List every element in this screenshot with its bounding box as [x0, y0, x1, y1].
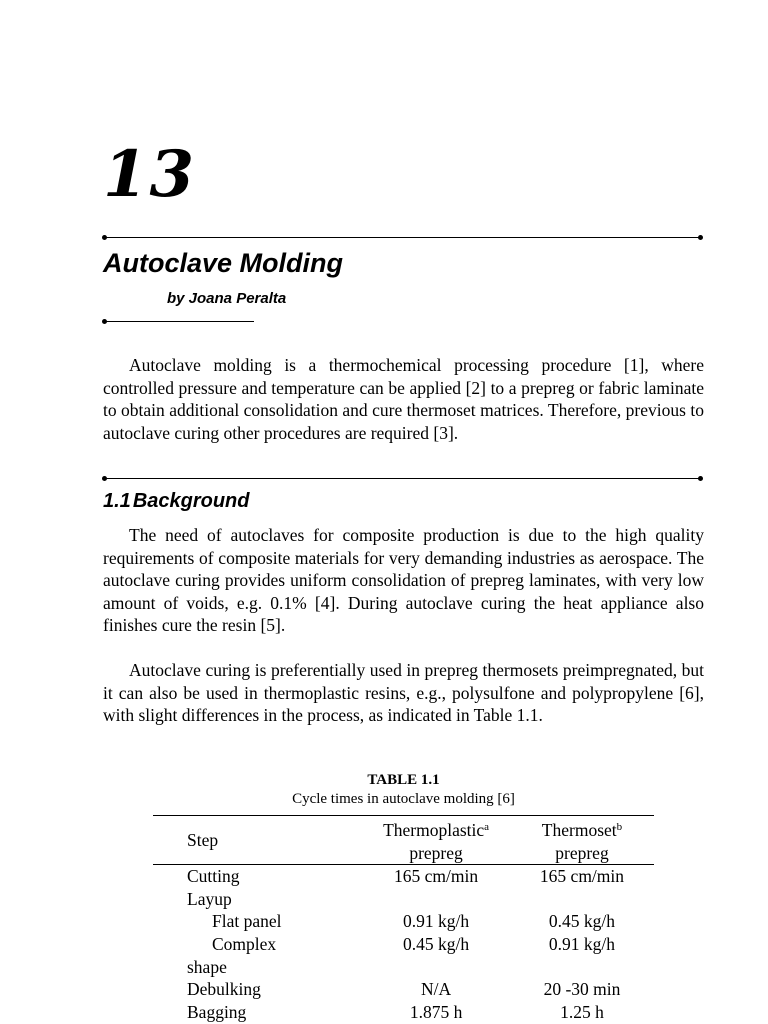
table-row [153, 956, 654, 979]
header-thermoset-label: Thermoset [541, 820, 617, 840]
chapter-number: 13 [103, 137, 197, 212]
table-row [153, 910, 654, 933]
table-row [153, 865, 654, 888]
row-thermoplastic: 0.91 kg/h [403, 911, 470, 932]
row-step: Bagging [187, 1001, 247, 1022]
header-step: Step [187, 829, 219, 850]
row-thermoplastic: 0.45 kg/h [403, 933, 470, 954]
row-thermoset: 1.25 h [560, 1001, 604, 1022]
table-caption: Cycle times in autoclave molding [6] [292, 791, 515, 807]
section-number: 1.1 [103, 490, 131, 512]
row-thermoset [510, 956, 654, 979]
table-row [153, 978, 654, 1001]
rule-dot-right [698, 476, 703, 481]
row-thermoplastic: 165 cm/min [394, 866, 479, 887]
body-paragraph: Autoclave curing is preferentially used in prepreg thermosets preimpregnated, but it can also be used in thermoplastic resins, e.g., polysulfone and polypropylene [6], with slight differences in the process, as indicated in Table 1.1. [103, 660, 704, 726]
section-heading [103, 488, 250, 514]
header-thermoplastic [362, 816, 510, 865]
chapter-author: by Joana Peralta [167, 290, 287, 307]
row-thermoplastic [362, 956, 510, 979]
row-step: Layup [187, 888, 232, 909]
header-thermoset-sub: prepreg [555, 842, 609, 863]
table-row [153, 1001, 654, 1024]
table-row [153, 888, 654, 911]
body-paragraph: The need of autoclaves for composite production is due to the high quality requirements of composite materials for very demanding industries as aerospace. The autoclave curing provides uniform consolidation of prepreg laminates, with very low amount of voids, e.g. 0.1% [4]. During autoclave curing the heat appliance also finishes cure the resin [5]. [103, 525, 704, 636]
row-thermoset: 165 cm/min [539, 866, 625, 887]
section-rule [104, 478, 701, 479]
cycle-times-table [153, 815, 654, 1023]
table-label: TABLE 1.1 [367, 772, 440, 788]
row-step: Complex [212, 933, 277, 954]
section-title: Background [132, 490, 250, 512]
table-row [153, 933, 654, 956]
header-thermoplastic-note: a [484, 821, 490, 833]
intro-paragraph: Autoclave molding is a thermochemical processing procedure [1], where controlled pressure and temperature can be applied [2] to a prepreg or fabric laminate to obtain additional consolidation and cure thermoset matrices. Therefore, previous to autoclave curing other procedures are required [3]. [103, 355, 704, 443]
header-thermoset [510, 816, 654, 865]
chapter-title-rule [104, 237, 701, 238]
row-thermoset [510, 888, 654, 911]
row-step: Flat panel [212, 911, 282, 932]
row-thermoset: 20 -30 min [543, 979, 621, 1000]
row-thermoplastic [362, 888, 510, 911]
rule-dot-left [102, 476, 107, 481]
row-step: Cutting [187, 866, 240, 887]
row-step: Debulking [187, 979, 261, 1000]
rule-dot-left [102, 235, 107, 240]
header-thermoplastic-label: Thermoplastic [383, 820, 485, 840]
author-rule [104, 321, 254, 322]
rule-dot-left [102, 319, 107, 324]
header-thermoset-note: b [616, 821, 623, 833]
row-thermoset: 0.45 kg/h [548, 911, 616, 932]
header-thermoplastic-sub: prepreg [409, 842, 463, 863]
row-thermoset: 0.91 kg/h [548, 933, 616, 954]
row-thermoplastic: 1.875 h [409, 1001, 463, 1022]
chapter-title: Autoclave Molding [103, 248, 344, 278]
table-header-row [153, 816, 654, 865]
rule-dot-right [698, 235, 703, 240]
row-step: shape [187, 956, 227, 977]
row-thermoplastic: N/A [420, 979, 452, 1000]
